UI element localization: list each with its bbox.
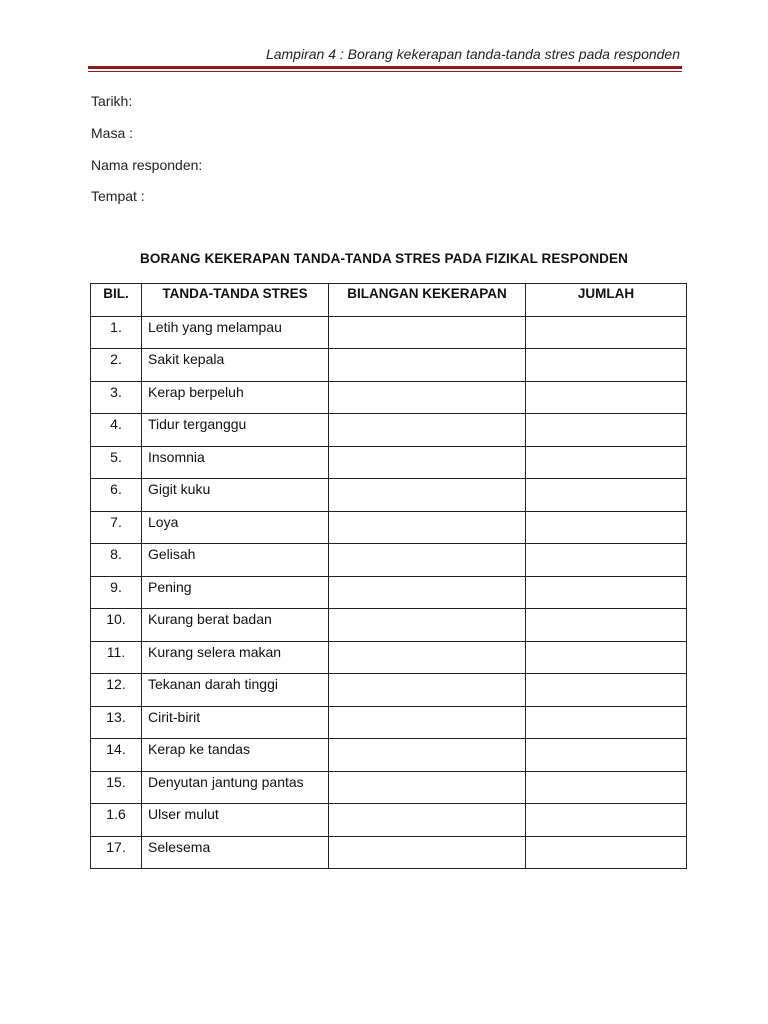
frequency-cell[interactable] xyxy=(329,641,526,674)
table-row xyxy=(91,739,687,772)
stress-sign: Letih yang melampau xyxy=(142,316,329,349)
total-cell[interactable] xyxy=(526,739,687,772)
frequency-cell[interactable] xyxy=(329,414,526,447)
row-number: 10. xyxy=(91,609,142,642)
table-row xyxy=(91,771,687,804)
table-header-row xyxy=(91,284,687,317)
header-stress-signs: TANDA-TANDA STRES xyxy=(142,284,329,317)
stress-sign: Selesema xyxy=(142,836,329,869)
row-number: 11. xyxy=(91,641,142,674)
row-number: 1. xyxy=(91,316,142,349)
total-cell[interactable] xyxy=(526,609,687,642)
row-number: 14. xyxy=(91,739,142,772)
total-cell[interactable] xyxy=(526,479,687,512)
frequency-cell[interactable] xyxy=(329,804,526,837)
table-row xyxy=(91,576,687,609)
frequency-cell[interactable] xyxy=(329,771,526,804)
date-field-label: Tarikh: xyxy=(91,93,133,109)
total-cell[interactable] xyxy=(526,414,687,447)
row-number: 7. xyxy=(91,511,142,544)
row-number: 5. xyxy=(91,446,142,479)
stress-sign: Tidur terganggu xyxy=(142,414,329,447)
total-cell[interactable] xyxy=(526,706,687,739)
row-number: 1.6 xyxy=(91,804,142,837)
total-cell[interactable] xyxy=(526,641,687,674)
stress-sign: Denyutan jantung pantas xyxy=(142,771,329,804)
table-row xyxy=(91,479,687,512)
page-header: Lampiran 4 : Borang kekerapan tanda-tanda stres pada responden xyxy=(265,46,680,62)
form-title: BORANG KEKERAPAN TANDA-TANDA STRES PADA FIZIKAL RESPONDEN xyxy=(140,251,628,266)
stress-sign: Cirit-birit xyxy=(142,706,329,739)
total-cell[interactable] xyxy=(526,771,687,804)
table-row xyxy=(91,316,687,349)
frequency-cell[interactable] xyxy=(329,544,526,577)
table-row xyxy=(91,381,687,414)
total-cell[interactable] xyxy=(526,576,687,609)
stress-sign: Ulser mulut xyxy=(142,804,329,837)
total-cell[interactable] xyxy=(526,804,687,837)
row-number: 8. xyxy=(91,544,142,577)
table-row xyxy=(91,674,687,707)
stress-sign: Tekanan darah tinggi xyxy=(142,674,329,707)
frequency-cell[interactable] xyxy=(329,836,526,869)
table-row xyxy=(91,414,687,447)
frequency-cell[interactable] xyxy=(329,349,526,382)
row-number: 15. xyxy=(91,771,142,804)
stress-sign: Kerap ke tandas xyxy=(142,739,329,772)
total-cell[interactable] xyxy=(526,381,687,414)
stress-sign: Insomnia xyxy=(142,446,329,479)
table-body xyxy=(91,316,687,869)
frequency-cell[interactable] xyxy=(329,316,526,349)
frequency-cell[interactable] xyxy=(329,674,526,707)
time-field-label: Masa : xyxy=(91,125,134,141)
frequency-cell[interactable] xyxy=(329,446,526,479)
header-frequency-count: BILANGAN KEKERAPAN xyxy=(329,284,526,317)
row-number: 6. xyxy=(91,479,142,512)
total-cell[interactable] xyxy=(526,544,687,577)
frequency-cell[interactable] xyxy=(329,609,526,642)
table-row xyxy=(91,511,687,544)
table-row xyxy=(91,446,687,479)
stress-sign: Loya xyxy=(142,511,329,544)
row-number: 13. xyxy=(91,706,142,739)
stress-sign: Pening xyxy=(142,576,329,609)
place-field-label: Tempat : xyxy=(91,188,145,204)
table-row xyxy=(91,544,687,577)
stress-sign: Sakit kepala xyxy=(142,349,329,382)
table-row xyxy=(91,804,687,837)
table-row xyxy=(91,641,687,674)
row-number: 9. xyxy=(91,576,142,609)
frequency-cell[interactable] xyxy=(329,739,526,772)
header-total: JUMLAH xyxy=(526,284,687,317)
frequency-cell[interactable] xyxy=(329,576,526,609)
header-rule-thick xyxy=(88,66,682,69)
total-cell[interactable] xyxy=(526,316,687,349)
stress-sign: Kerap berpeluh xyxy=(142,381,329,414)
row-number: 3. xyxy=(91,381,142,414)
row-number: 4. xyxy=(91,414,142,447)
stress-sign: Kurang berat badan xyxy=(142,609,329,642)
frequency-cell[interactable] xyxy=(329,479,526,512)
total-cell[interactable] xyxy=(526,836,687,869)
header-bil: BIL. xyxy=(91,284,142,317)
table-row xyxy=(91,349,687,382)
stress-frequency-table xyxy=(90,283,687,869)
respondent-name-field-label: Nama responden: xyxy=(91,157,203,173)
frequency-cell[interactable] xyxy=(329,511,526,544)
total-cell[interactable] xyxy=(526,446,687,479)
stress-sign: Kurang selera makan xyxy=(142,641,329,674)
table-row xyxy=(91,706,687,739)
table-row xyxy=(91,609,687,642)
row-number: 17. xyxy=(91,836,142,869)
frequency-cell[interactable] xyxy=(329,706,526,739)
total-cell[interactable] xyxy=(526,349,687,382)
row-number: 2. xyxy=(91,349,142,382)
frequency-cell[interactable] xyxy=(329,381,526,414)
stress-sign: Gelisah xyxy=(142,544,329,577)
header-rule-thin xyxy=(88,71,682,72)
total-cell[interactable] xyxy=(526,674,687,707)
total-cell[interactable] xyxy=(526,511,687,544)
row-number: 12. xyxy=(91,674,142,707)
table-row xyxy=(91,836,687,869)
stress-sign: Gigit kuku xyxy=(142,479,329,512)
